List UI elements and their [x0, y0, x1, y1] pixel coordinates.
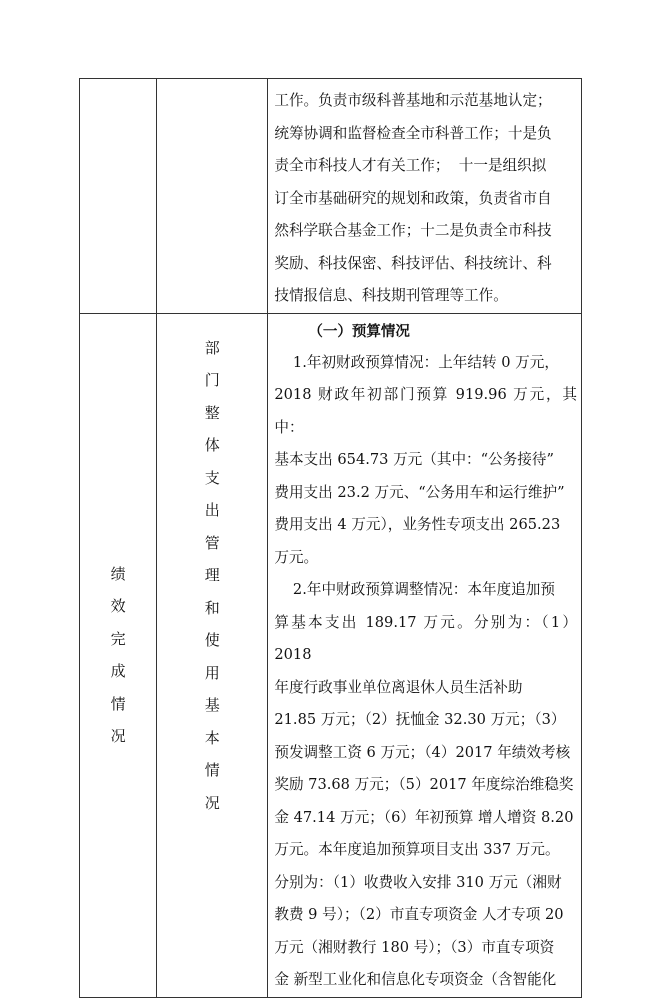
text-line: 1.年初财政预算情况：上年结转 0 万元， — [274, 353, 559, 371]
table-row — [80, 313, 582, 997]
text-line: 万元。本年度追加预算项目支出 337 万元。 — [274, 841, 560, 858]
vertical-char: 况 — [110, 727, 126, 745]
vertical-char: 部 — [204, 338, 220, 357]
text-line: 2018 财政年初部门预算 919.96 万元，其中： — [274, 386, 577, 436]
cell-budget-text — [268, 313, 582, 997]
vertical-char: 情 — [110, 694, 126, 713]
text-line: 工作。负责市级科普基地和示范基地认定； — [274, 92, 552, 109]
vertical-char: 况 — [204, 793, 220, 812]
text-line: 万元。 — [274, 548, 319, 566]
section-heading: （一）预算情况 — [308, 323, 410, 340]
text-line: 分别为：（1）收费收入安排 310 万元（湘财 — [274, 873, 562, 891]
vertical-char: 理 — [204, 566, 220, 584]
cell-duties-text — [268, 79, 582, 314]
vertical-char: 效 — [110, 597, 126, 615]
vertical-char: 管 — [204, 533, 220, 552]
vertical-char: 使 — [204, 631, 220, 649]
text-line: 责全市科技人才有关工作； 十一是组织拟 — [274, 157, 547, 174]
cell-empty-1 — [80, 79, 157, 314]
cell-subcategory — [157, 313, 268, 997]
vertical-char: 成 — [110, 662, 126, 680]
text-line: 统筹协调和监督检查全市科普工作；十是负 — [274, 124, 552, 142]
text-line: 基本支出 654.73 万元（其中：“公务接待” — [274, 451, 554, 468]
vertical-char: 整 — [204, 403, 220, 422]
table-row — [80, 79, 582, 314]
vertical-char: 体 — [204, 436, 220, 454]
text-line: 21.85 万元；（2）抚恤金 32.30 万元；（3） — [274, 711, 566, 728]
vertical-char: 出 — [204, 501, 220, 519]
text-line: 订全市基础研究的规划和政策，负责省市自 — [274, 189, 552, 207]
text-line: 算基本支出 189.17 万元。分别为：（1）2018 — [274, 613, 577, 663]
vertical-char: 门 — [204, 371, 220, 389]
vertical-char: 本 — [204, 728, 220, 747]
text-line: 奖励 73.68 万元；（5）2017 年度综治维稳奖 — [274, 776, 574, 793]
text-line: 年度行政事业单位离退休人员生活补助 — [274, 678, 523, 696]
text-line: 然科学联合基金工作；十二是负责全市科技 — [274, 222, 552, 239]
text-line: 金 新型工业化和信息化专项资金（含智能化 — [274, 971, 557, 988]
vertical-char: 和 — [204, 598, 220, 617]
text-line: 预发调整工资 6 万元；（4）2017 年绩效考核 — [274, 743, 571, 761]
cell-category — [80, 313, 157, 997]
performance-table — [79, 78, 582, 998]
vertical-char: 基 — [204, 696, 220, 714]
text-line: 金 47.14 万元；（6）年初预算 增人增资 8.20 — [274, 808, 574, 826]
text-line: 费用支出 4 万元），业务性专项支出 265.23 — [274, 516, 561, 533]
text-line: 奖励、科技保密、科技评估、科技统计、科 — [274, 254, 552, 272]
vertical-char: 用 — [204, 663, 220, 682]
vertical-char: 完 — [110, 629, 126, 648]
vertical-char: 绩 — [110, 564, 126, 583]
vertical-char: 情 — [204, 761, 220, 779]
text-line: 费用支出 23.2 万元、“公务用车和运行维护” — [274, 483, 565, 501]
cell-empty-2 — [157, 79, 268, 314]
text-line: 教费 9 号）；（2）市直专项资金 人才专项 20 — [274, 906, 564, 923]
text-line: 万元（湘财教行 180 号）；（3）市直专项资 — [274, 938, 555, 956]
text-line: 2.年中财政预算调整情况：本年度追加预 — [274, 581, 555, 598]
text-line: 技情报信息、科技期刊管理等工作。 — [274, 287, 508, 304]
vertical-char: 支 — [204, 468, 220, 487]
